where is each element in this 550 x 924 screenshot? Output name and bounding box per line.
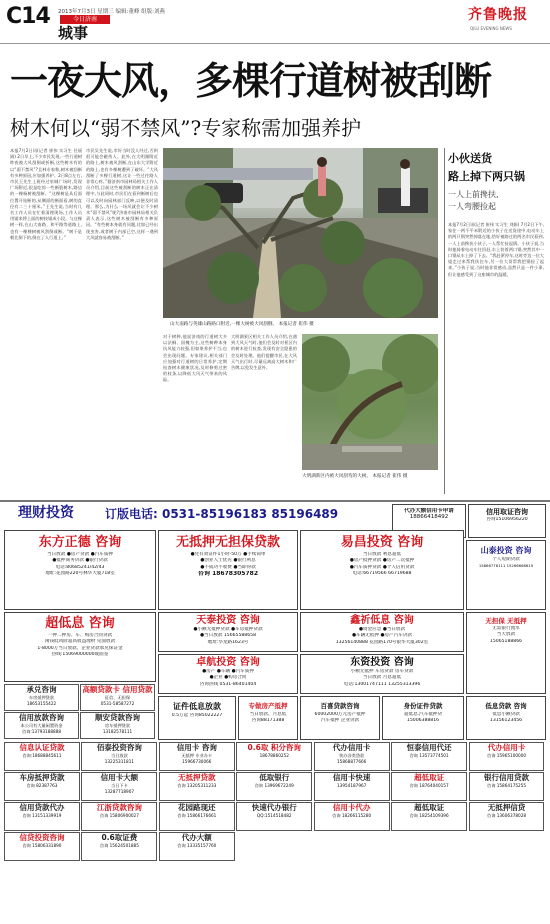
small-ad-cell: [4, 832, 80, 861]
newspaper-logo: 齐鲁晚报: [468, 7, 528, 23]
photo2-caption: 大明湖新区内被大风刮弯的大树。 本报记者 崔伟 摄: [302, 474, 408, 479]
small-ad-cell: [159, 772, 235, 801]
small-ad-cell: [469, 742, 545, 771]
small-ad-line: 快办各类贷款: [339, 753, 365, 758]
small-ad-cell: [236, 742, 312, 771]
small-ad-line: 13954187967: [337, 783, 367, 788]
small-ad-title: 超低取证: [414, 773, 445, 782]
small-ad-line: 咨询 15624501885: [99, 843, 139, 848]
small-ad-cell: [236, 772, 312, 801]
small-ad-title: 江浙贷款咨询: [96, 803, 142, 812]
small-ad-title: 信用放款咨询: [19, 713, 64, 722]
small-ad-line: 咨询 13969672249: [254, 783, 294, 788]
ad-tianmao: 天泰投资 咨询 ●小额无抵押贷款 ●车房抵押贷款 ●当日放款 15665588658 地址:华龙路1623号: [158, 612, 298, 652]
side-title-line1: 小伙送货: [448, 152, 492, 165]
small-ad-line: QQ:1514518482: [256, 813, 292, 818]
small-ad-line: 咨询 18254109396: [409, 813, 449, 818]
small-ad-cell: [4, 772, 80, 801]
small-ad-line: 咨询 13335157760: [177, 843, 217, 848]
small-ad-cell: [81, 832, 157, 861]
small-ad-line: 无抵押 专业办卡: [181, 753, 213, 758]
small-ad-line: 18653155422: [26, 700, 57, 706]
photo-fallen-tree: [163, 148, 438, 318]
ad-top-right2: 信用取证咨询 咨询15106956220: [468, 504, 546, 538]
ad-dongtou: 东资投资 咨询 小额无抵押 车房贷款 房车贷款 当日放款 月息超低 电话:13001747111 13255313396: [300, 654, 464, 694]
newspaper-logo-sub: QILU EVENING NEWS: [470, 26, 512, 31]
small-ad-cell: [391, 772, 467, 801]
small-ad-line: 征信、无担保: [104, 695, 131, 700]
ad-shenfenzheng: 身份证件贷款 超低息.汽车抵押贷 15006388816: [382, 696, 464, 740]
small-ad-line: 咨询:13793188888: [21, 728, 62, 734]
ad-section-phone: 订版电话: 0531-85196183 85196489: [105, 507, 339, 521]
small-ad-title: 恒泰信用代还: [406, 743, 452, 752]
date-line: 2013年7月3日 星期三 编辑:董峰 组版:刘燕: [58, 9, 165, 15]
small-ad-line: 当日放款: [111, 753, 128, 758]
small-ad-line: 车房抵押贷款: [28, 695, 55, 700]
small-ad-line: 13182578111: [102, 728, 133, 734]
small-ad-title: 信贷投资咨询: [19, 833, 65, 842]
ad-dongfang: 东方正德 咨询 当日放款 ●房产贷款 ●汽车质押 ●抵押商务贷款 ●银行贷款 电话:80685241/42/43 地址:花园路220号林华大厦718室: [4, 530, 156, 610]
small-ad-title: 信用卡 咨询: [176, 743, 217, 752]
small-ad-line: 当日下卡: [111, 783, 128, 788]
small-ad-title: 0.6取 积分咨询: [247, 743, 301, 752]
small-ad-cell: [159, 832, 235, 861]
small-ad-line: 咨询 15866176661: [177, 813, 217, 818]
small-ad-cell: [80, 684, 155, 711]
bent-tree-illustration: [302, 334, 438, 470]
small-ad-line: 18678860252: [259, 753, 289, 758]
small-ad-line: 本公司有大量闲置资金: [20, 723, 63, 728]
ad-wudanbao2: 无担保 无抵押 无需银行流水 当天放款 15065188866: [466, 612, 546, 694]
section-tag: 今日济南: [60, 15, 110, 24]
small-ad-title: 车房抵押贷款: [19, 773, 65, 782]
small-ad-cell: [159, 742, 235, 771]
small-ad-cell: [81, 742, 157, 771]
small-ad-cell: [80, 712, 155, 739]
side-sub-line2: 一人弯腰捡起: [448, 202, 496, 211]
small-ad-cell: [391, 742, 467, 771]
article-column-1: 本报7月2日讯(记者 崔伟 实习生 任丽娟) 2日早上,不少市民发现,一些行道树昨夜被大风刮倒或折断,这些树木有的以“弱不禁风”?且林专家称,树木被刮断有多种原因,应加强养护。2日8点左右,市民王先生上班经过泉城广场时,发现广场附近,很是吃惊一些断裂树木,路边的一棵杨树被刮断。“这棵树是从后面位置开始断的,从侧面的断面看,树的直径有二三十厘米。”王先生说,当时有几名工作人员在忙着清理现场,工作人员用锯来将上面的树枝锯成小段。与这棵树一样,在山大南路、和平路等道路上,也有一棵棵树被风刮倒或断。“树干是朝北倒下的,倒在了人行道上。”: [10, 148, 82, 240]
small-ad-cell: [469, 802, 545, 831]
article-column-2: 市民吴先生说,幸好当时没人经过,否则很可能会砸伤人。此外,在大明湖附近的路上,树木被风刮断,在山东大学附近的路上,也有多棵树遭到了破坏。“大风刮断了多棵行道树,这让一些过往路人非常心疼。”据济南市园林局相关工作人员介绍,目前这些被刮断的树木正在清理中,与此同时,市民们在看到断树后也可以及时向园林部门反映,以便及时清理。那么,为什么一场风就会让不少树木“弱不禁风”呢?济南市园林局相关负责人表示,这些树木被刮断有多种原因。“有些树本身就有问题,比如已经出现虫害,或者树干内部已空,这样一遇到大风就容易被刮断。”: [86, 148, 158, 240]
small-ad-line: 咨询 15806900027: [99, 813, 139, 818]
article-column-3: 对于树种,他说济南的行道树大多以法桐、国槐为主,这些树种本身抗风能力较强,但如果养护不当,也会出现问题。专家建议,相关部门应加强对行道树的日常养护,定期检查树木健康状况,及时修剪过密的枝条,以降低大风天气带来的风险。: [163, 334, 227, 383]
small-ad-line: 咨询 13573774501: [409, 753, 449, 758]
small-ad-title: 信息认证贷款: [19, 743, 65, 752]
small-ad-cell: [4, 802, 80, 831]
small-ad-title: 超低取证: [414, 803, 445, 812]
small-ad-cell: [4, 712, 79, 739]
small-ad-line: 15868877666: [337, 758, 367, 764]
small-ad-title: 0.6取证费: [101, 833, 138, 842]
ad-section-title: 理财投资: [18, 505, 74, 521]
small-ad-cell: [314, 772, 390, 801]
ad-baiju: 百喜贷款咨询 60002000万元房产抵押 汽车抵押 企业贷款: [300, 696, 380, 740]
page-number: C14: [6, 4, 50, 29]
small-ad-title: 无抵押贷款: [178, 773, 216, 782]
small-ad-line: 咨询 13205311233: [177, 783, 217, 788]
small-ad-title: 银行信用贷款: [484, 773, 530, 782]
ad-yixin: 易昌投资 咨询 当日放款 利息超低 ●房产抵押贷款 ●房产二次抵押 ●汽车质押贷款 ●个人信用贷款 电话:66719566 66719688: [300, 530, 464, 610]
small-ad-title: 代办信用卡: [332, 743, 371, 752]
ad-shandong: 山泰投资 咨询 个人短期贷款 15866776111 15266666619: [466, 540, 546, 610]
article-column-4: 大明湖景区相关工作人员介绍,在遇到大风天气时,他们会及时对景区内的树木进行检查,发现有安全隐患的会及时处理。他们提醒市民,在大风天气出行时,尽量远离高大树木和广告牌,以免发生意外。: [231, 334, 297, 371]
small-ad-title: 信用卡代办: [332, 803, 371, 812]
side-sub-line1: 一人上前搀扶,: [448, 190, 499, 199]
small-ad-cell: [469, 772, 545, 801]
side-article-body: 本报7月2日讯(记者 崔伟 实习生 刘娟) 7月2日下午,家住一两千平米附近的小伙子在送货途中,电动车上的两只锅突然掉落在地,恰好被路过的两名市民看到,一人上前搀扶小伙子,一人帮忙捡起锅。小伙子说,当时他骑着电动车往回赶,车上装着两口锅,突然其中一口锅从车上掉了下去。“我赶紧停车,这时旁边一位大姐走过来帮我扶住车,另一位大哥帮我把锅捡了起来。”小伙子说,当时他非常感动,虽然只是一件小事,但让他感受到了这座城市的温暖。: [448, 222, 544, 277]
small-ad-cell: [314, 742, 390, 771]
headline: 一夜大风，多棵行道树被刮断: [10, 59, 492, 103]
small-ad-line: 咨询 15965100000: [487, 753, 527, 758]
small-ad-cell: [236, 802, 312, 831]
small-ad-title: 无抵押信贷: [487, 803, 526, 812]
ad-zhuanye: 专做房产抵押 当日放款、月息低 咨询88171388: [238, 696, 298, 740]
small-ad-title: 信用卡快速: [332, 773, 371, 782]
small-ad-line: 咨询 82387763: [26, 783, 58, 788]
small-ad-title: 代办大额: [181, 833, 212, 842]
small-ad-title: 代办信用卡: [487, 743, 526, 752]
photo1-caption: 山大南路与英雄山路路口附近,一棵大树被大风刮倒。 本报记者 崔伟 摄: [170, 322, 314, 327]
subheadline: 树木何以“弱不禁风”?专家称需加强养护: [10, 116, 362, 140]
small-ad-title: 花园路现还: [178, 803, 216, 812]
photo-bent-tree: [302, 334, 438, 470]
sidebar-divider: [444, 148, 445, 494]
ad-top-right1: 代办大额信用卡申请 18866418492: [392, 504, 466, 538]
page-header: [0, 0, 550, 44]
small-ad-line: 13287718907: [104, 788, 135, 794]
small-ad-line: 房车抵押贷款: [104, 723, 131, 728]
side-title-line2: 路上掉下两只锅: [448, 170, 525, 183]
small-ad-line: 咨询 18266115280: [332, 813, 372, 818]
small-ad-line: 咨询 13151339919: [22, 813, 62, 818]
ad-zhuoxin: 卓航投资 咨询 ●房产 ●车辆 ●汽车质押 ●企业 ●购房合同 咨询热线 0531-86401404: [158, 654, 298, 694]
small-ad-line: 13225311811: [104, 758, 135, 764]
small-ad-cell: [81, 772, 157, 801]
fallen-tree-illustration: [163, 148, 438, 318]
small-ad-title: 信用卡大额: [100, 773, 139, 782]
small-ad-title: 低取银行: [259, 773, 290, 782]
small-ad-line: 0531-58587272: [100, 700, 135, 706]
small-ad-line: 15966730066: [182, 758, 212, 764]
small-ad-cell: [159, 802, 235, 831]
section-name: 城事: [58, 24, 89, 42]
small-ad-cell: [391, 802, 467, 831]
small-ad-title: 顺安贷款咨询: [95, 713, 140, 722]
small-ad-line: 咨询 15864175255: [487, 783, 527, 788]
small-ad-title: 高额贷款卡 信用贷款: [82, 685, 153, 694]
ad-dixian: 低息贷款 咨询 低息小额贷款 13156123456: [466, 696, 546, 740]
ad-chaodi: 超低息 咨询 一押二押房、车、购房合同贷款 闲钱低风险超高收益理财 见面放款 1-8000万当日放款、企业贷款承兑保证金 热线:15069000000或面签: [4, 612, 156, 682]
ad-wudanbao: 无抵押无担保贷款 ●凭有效证件1小时-50万 ●手续简单 ●创业人士优先 ●银行利息 ●不成功不收费 ●当即得款 咨询 18678305782: [158, 530, 298, 610]
small-ad-title: 承兑咨询: [26, 685, 57, 694]
ad-xinqi: 鑫祈低息 咨询 ●资金应急 ●当日放款 ●车辆无抵押 ●房产汽车贷款 13256140888 花园路170号银华大厦302室: [300, 612, 464, 652]
ad-zhengjian: 证件低息放款 0.5万起 咨询85022227: [158, 696, 236, 740]
small-ad-cell: [4, 742, 80, 771]
small-ad-title: 佰泰投资咨询: [96, 743, 142, 752]
small-ad-line: 咨询:18688845611: [22, 753, 62, 758]
small-ad-line: 咨询 13606378028: [487, 813, 527, 818]
small-ad-title: 快速代办银行: [251, 803, 297, 812]
small-ad-cell: [314, 802, 390, 831]
small-ad-cell: [4, 684, 79, 711]
small-ad-title: 信用贷款代办: [19, 803, 65, 812]
small-ad-line: 咨询 15806331890: [22, 843, 62, 848]
small-ad-cell: [81, 802, 157, 831]
small-ad-line: 咨询 18764040157: [409, 783, 449, 788]
